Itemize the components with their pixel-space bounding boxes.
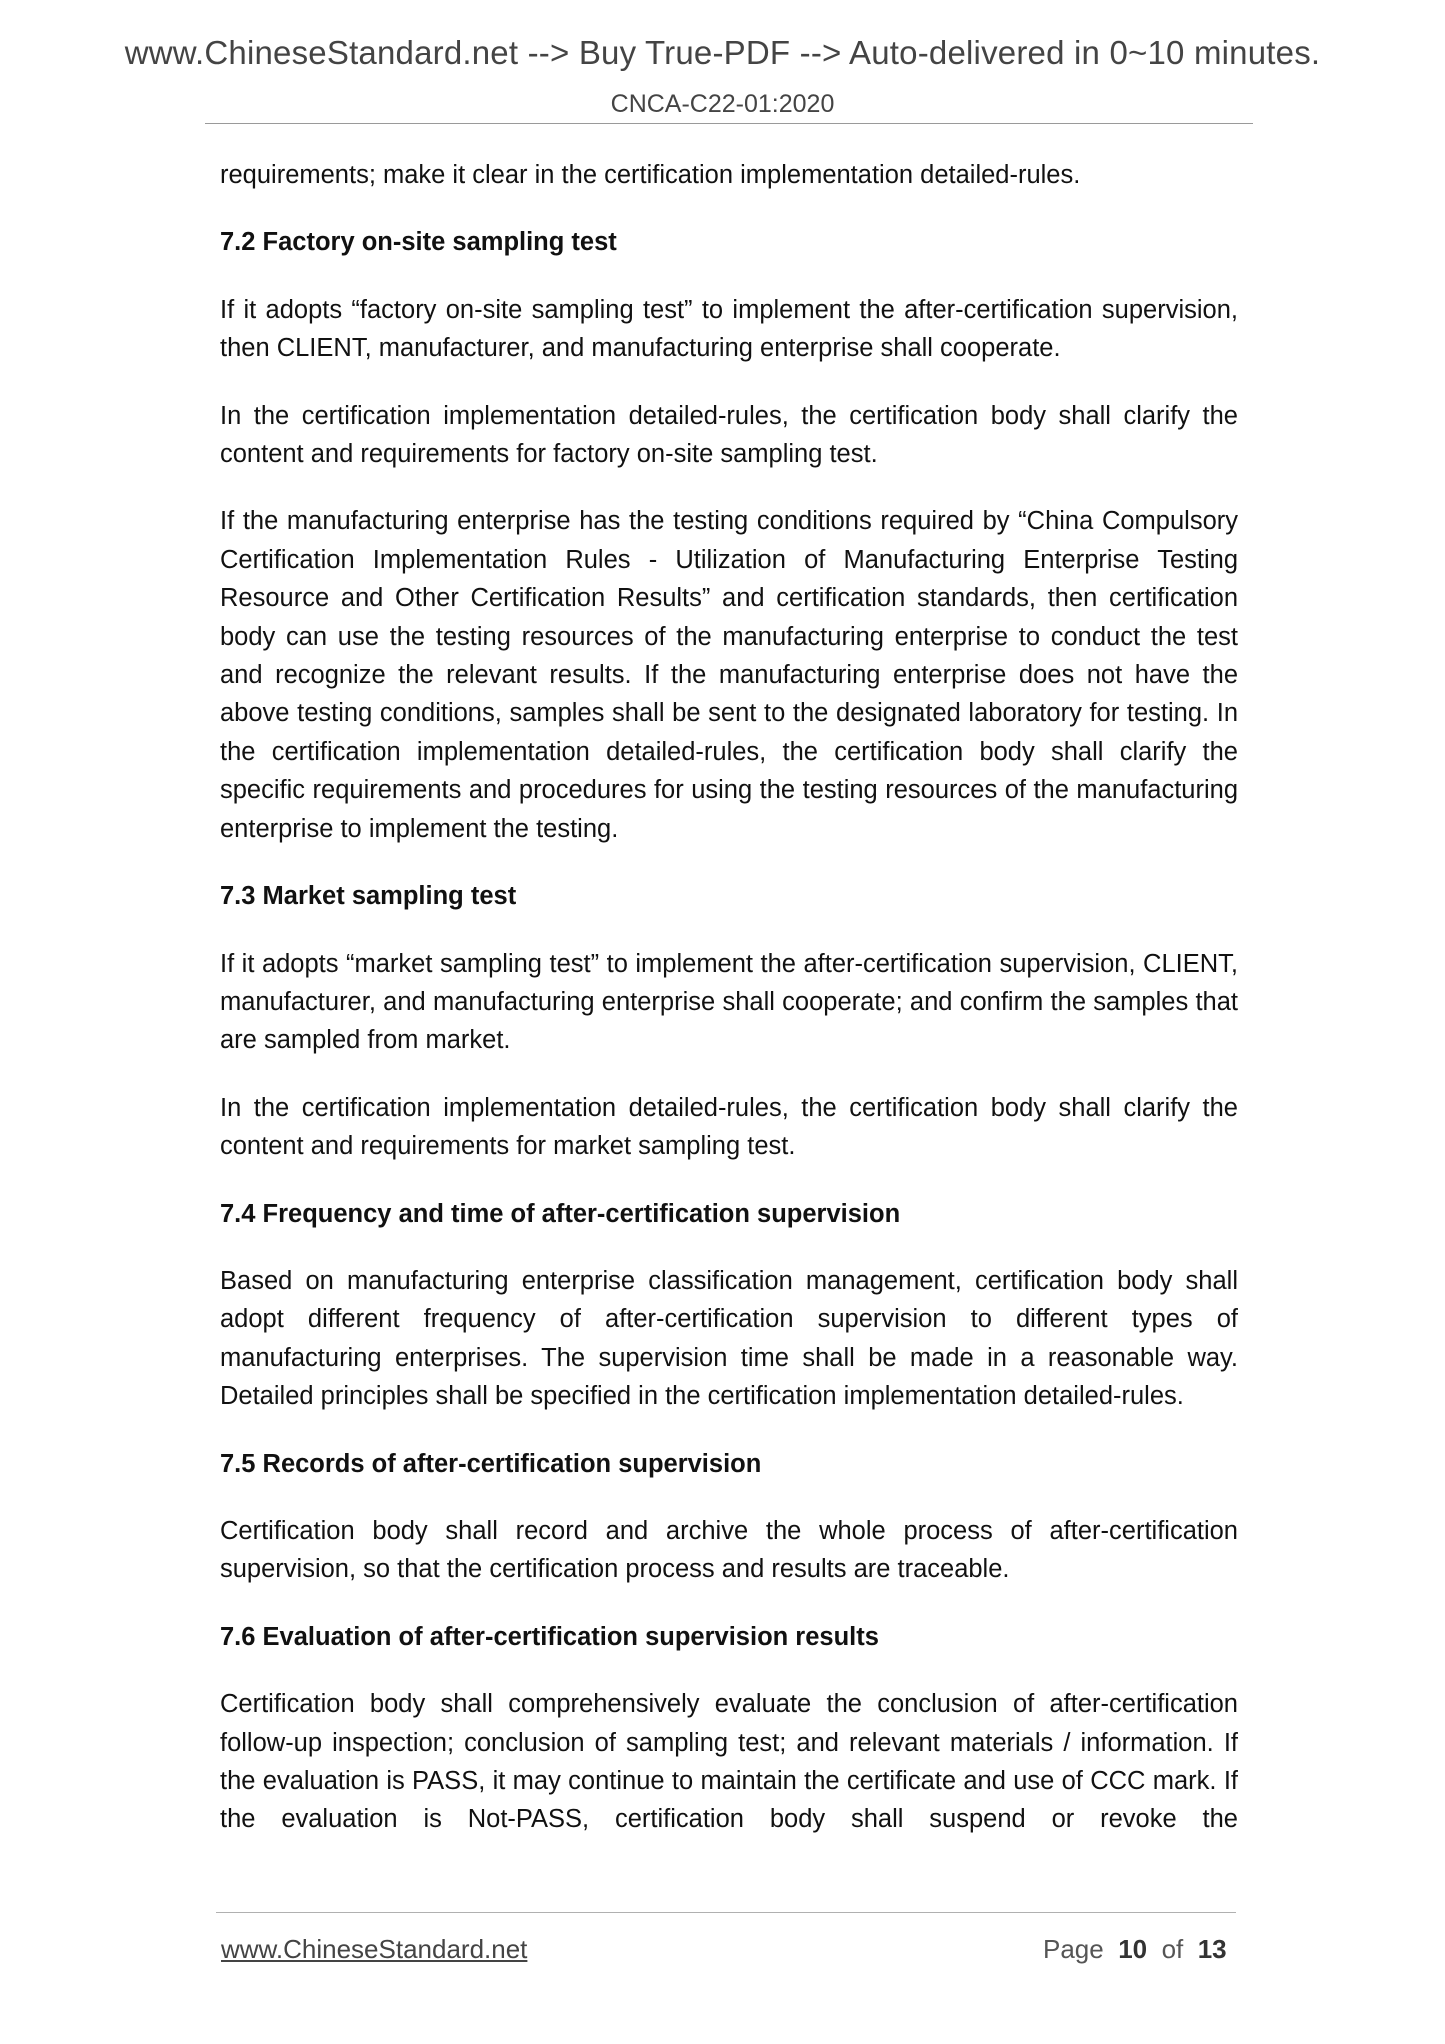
total-pages-number: 13 xyxy=(1197,1934,1227,1964)
paragraph-7-3-clarify: In the certification implementation detailed-rules, the certification body shall clarify the content and requirements for market sampling test. xyxy=(220,1093,1238,1161)
page-of-label: of xyxy=(1161,1934,1184,1964)
current-page-number: 10 xyxy=(1118,1934,1148,1964)
section-heading-7-6: 7.6 Evaluation of after-certification supervision results xyxy=(220,1622,879,1651)
footer-divider xyxy=(216,1912,1236,1913)
paragraph-7-6-evaluation: Certification body shall comprehensively evaluate the conclusion of after-certification follow-up inspection; conclusion of sampling test; and relevant materials / information. If the evaluation is PASS, it may continue to maintain the certificate and use of CCC mark. If the evaluation is Not-PASS, certification body shall suspend or revoke the xyxy=(220,1690,1238,1834)
site-banner[interactable]: www.ChineseStandard.net --> Buy True-PDF --> Auto-delivered in 0~10 minutes. xyxy=(124,34,1321,71)
page-content xyxy=(220,156,1238,1839)
page-label: Page xyxy=(1043,1934,1104,1964)
header-divider xyxy=(205,123,1253,124)
section-heading-7-2: 7.2 Factory on-site sampling test xyxy=(220,228,617,257)
document-code: CNCA-C22-01:2020 xyxy=(610,90,835,118)
paragraph-7-3-cooperation: If it adopts “market sampling test” to implement the after-certification supervision, CLIENT, manufacturer, and manufacturing enterprise shall cooperate; and confirm the samples that are sampled from market. xyxy=(220,949,1238,1055)
paragraph-intro: requirements; make it clear in the certification implementation detailed-rules. xyxy=(220,161,1081,189)
section-heading-7-5: 7.5 Records of after-certification supervision xyxy=(220,1449,762,1478)
footer-site-link[interactable]: www.ChineseStandard.net xyxy=(221,1934,528,1964)
paragraph-7-2-clarify: In the certification implementation detailed-rules, the certification body shall clarify the content and requirements for factory on-site sampling test. xyxy=(220,401,1238,469)
paragraph-7-5-records: Certification body shall record and archive the whole process of after-certification supervision, so that the certification process and results are traceable. xyxy=(220,1516,1238,1584)
page-indicator xyxy=(1043,1934,1227,1965)
paragraph-7-2-cooperation: If it adopts “factory on-site sampling test” to implement the after-certification supervision, then CLIENT, manufacturer, and manufacturing enterprise shall cooperate. xyxy=(220,295,1238,363)
section-heading-7-4: 7.4 Frequency and time of after-certification supervision xyxy=(220,1199,901,1228)
section-heading-7-3: 7.3 Market sampling test xyxy=(220,882,517,911)
paragraph-7-4-frequency: Based on manufacturing enterprise classification management, certification body shall adopt different frequency of after-certification supervision to different types of manufacturing enterprises. The supervision time shall be made in a reasonable way. Detailed principles shall be specified in the certification implementation detailed-rules. xyxy=(220,1266,1238,1411)
paragraph-7-2-testing-resources: If the manufacturing enterprise has the testing conditions required by “China Compulsory Certification Implementation Rules - Utilization of Manufacturing Enterprise Testing Resource and Other Certification Results” and certification standards, then certification body can use the testing resources of the manufacturing enterprise to conduct the test and recognize the relevant results. If the manufacturing enterprise does not have the above testing conditions, samples shall be sent to the designated laboratory for testing. In the certification implementation detailed-rules, the certification body shall clarify the specific requirements and procedures for using the testing resources of the manufacturing enterprise to implement the testing. xyxy=(220,507,1238,843)
